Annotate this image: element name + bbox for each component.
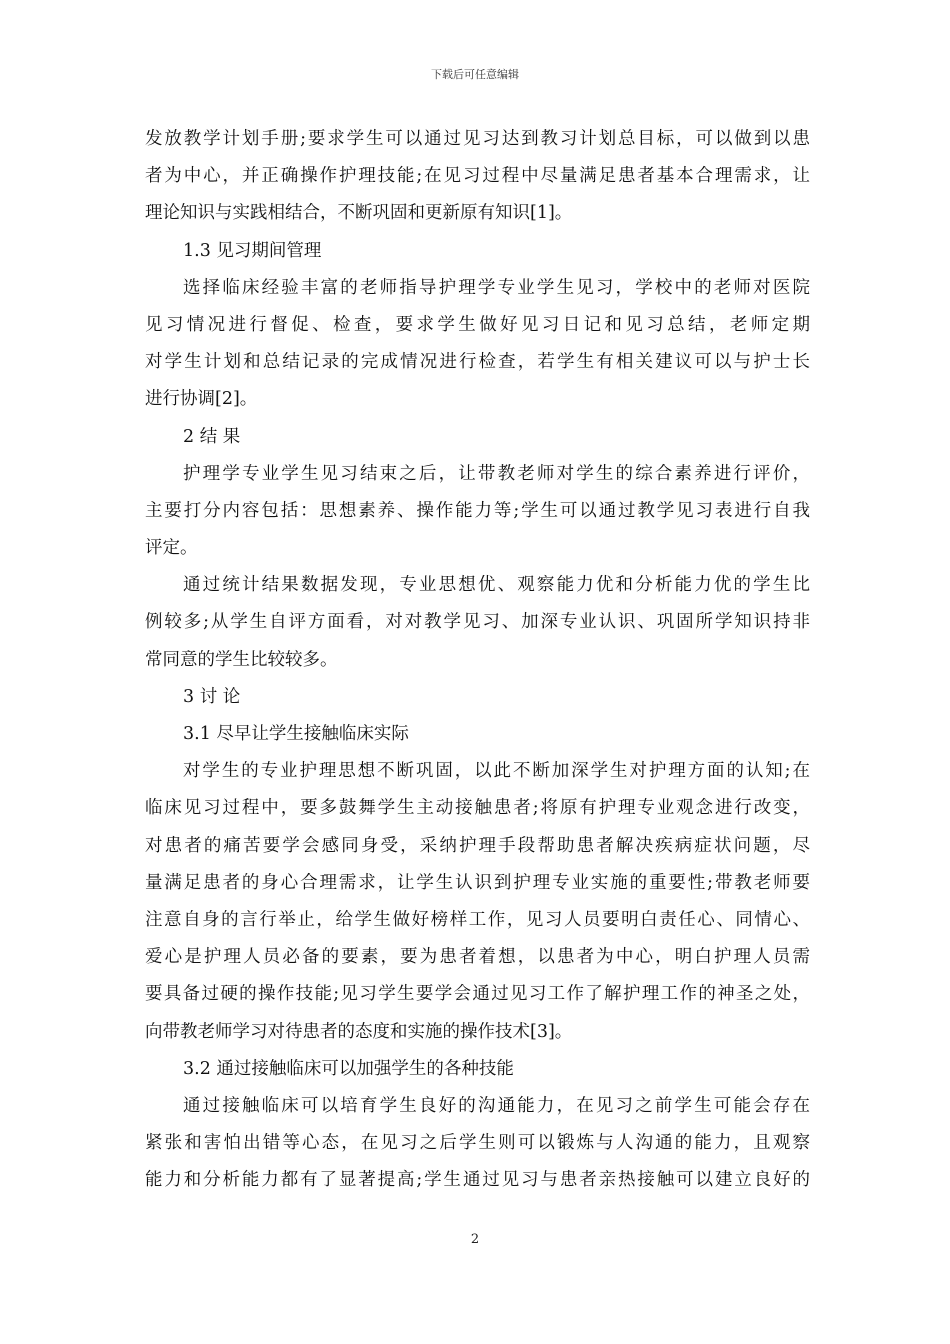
text-line: 注意自身的言行举止，给学生做好榜样工作，见习人员要明白责任心、同情心、 bbox=[145, 909, 810, 930]
page-number: 2 bbox=[470, 1232, 480, 1247]
text-line: 选择临床经验丰富的老师指导护理学专业学生见习，学校中的老师对医院 bbox=[183, 277, 810, 298]
text-line: 能力和分析能力都有了显著提高;学生通过见习与患者亲热接触可以建立良好的 bbox=[145, 1170, 810, 1191]
text-line: 理论知识与实践相结合，不断巩固和更新原有知识[1]。 bbox=[145, 203, 573, 224]
text-line: 对患者的痛苦要学会感同身受，采纳护理手段帮助患者解决疾病症状问题，尽 bbox=[145, 835, 810, 856]
section-heading: 3.1 尽早让学生接触临床实际 bbox=[183, 724, 409, 744]
text-line: 发放教学计划手册;要求学生可以通过见习达到教习计划总目标，可以做到以患 bbox=[145, 129, 810, 149]
text-line: 例较多;从学生自评方面看，对对教学见习、加深专业认识、巩固所学知识持非 bbox=[145, 612, 810, 633]
document-body bbox=[145, 121, 810, 1199]
text-line: 者为中心，并正确操作护理技能;在见习过程中尽量满足患者基本合理需求，让 bbox=[145, 166, 810, 187]
text-line: 主要打分内容包括：思想素养、操作能力等;学生可以通过教学见习表进行自我 bbox=[145, 500, 810, 521]
text-line: 进行协调[2]。 bbox=[145, 389, 258, 410]
text-line: 见习情况进行督促、检查，要求学生做好见习日记和见习总结，老师定期 bbox=[145, 314, 810, 335]
text-line: 爱心是护理人员必备的要素，要为患者着想，以患者为中心，明白护理人员需 bbox=[145, 947, 810, 968]
text-line: 向带教老师学习对待患者的态度和实施的操作技术[3]。 bbox=[145, 1021, 573, 1042]
text-line: 要具备过硬的操作技能;见习学生要学会通过见习工作了解护理工作的神圣之处， bbox=[145, 984, 810, 1005]
section-heading: 3 讨 论 bbox=[183, 686, 241, 707]
text-line: 护理学专业学生见习结束之后，让带教老师对学生的综合素养进行评价， bbox=[183, 463, 810, 484]
section-heading: 1.3 见习期间管理 bbox=[183, 240, 322, 261]
text-line: 对学生计划和总结记录的完成情况进行检查，若学生有相关建议可以与护士长 bbox=[145, 352, 810, 373]
section-heading: 3.2 通过接触临床可以加强学生的各种技能 bbox=[183, 1058, 514, 1079]
text-line: 临床见习过程中，要多鼓舞学生主动接触患者;将原有护理专业观念进行改变， bbox=[145, 798, 810, 819]
text-line: 评定。 bbox=[145, 538, 198, 559]
text-line: 对学生的专业护理思想不断巩固，以此不断加深学生对护理方面的认知;在 bbox=[183, 761, 810, 782]
page-header: 下载后可任意编辑 bbox=[431, 68, 519, 81]
text-line: 紧张和害怕出错等心态，在见习之后学生则可以锻炼与人沟通的能力，且观察 bbox=[145, 1133, 810, 1154]
section-heading: 2 结 果 bbox=[183, 426, 241, 447]
text-line: 通过接触临床可以培育学生良好的沟通能力，在见习之前学生可能会存在 bbox=[183, 1095, 810, 1116]
text-line: 常同意的学生比较较多。 bbox=[145, 649, 338, 670]
text-line: 量满足患者的身心合理需求，让学生认识到护理专业实施的重要性;带教老师要 bbox=[145, 872, 810, 893]
text-line: 通过统计结果数据发现，专业思想优、观察能力优和分析能力优的学生比 bbox=[183, 575, 810, 596]
